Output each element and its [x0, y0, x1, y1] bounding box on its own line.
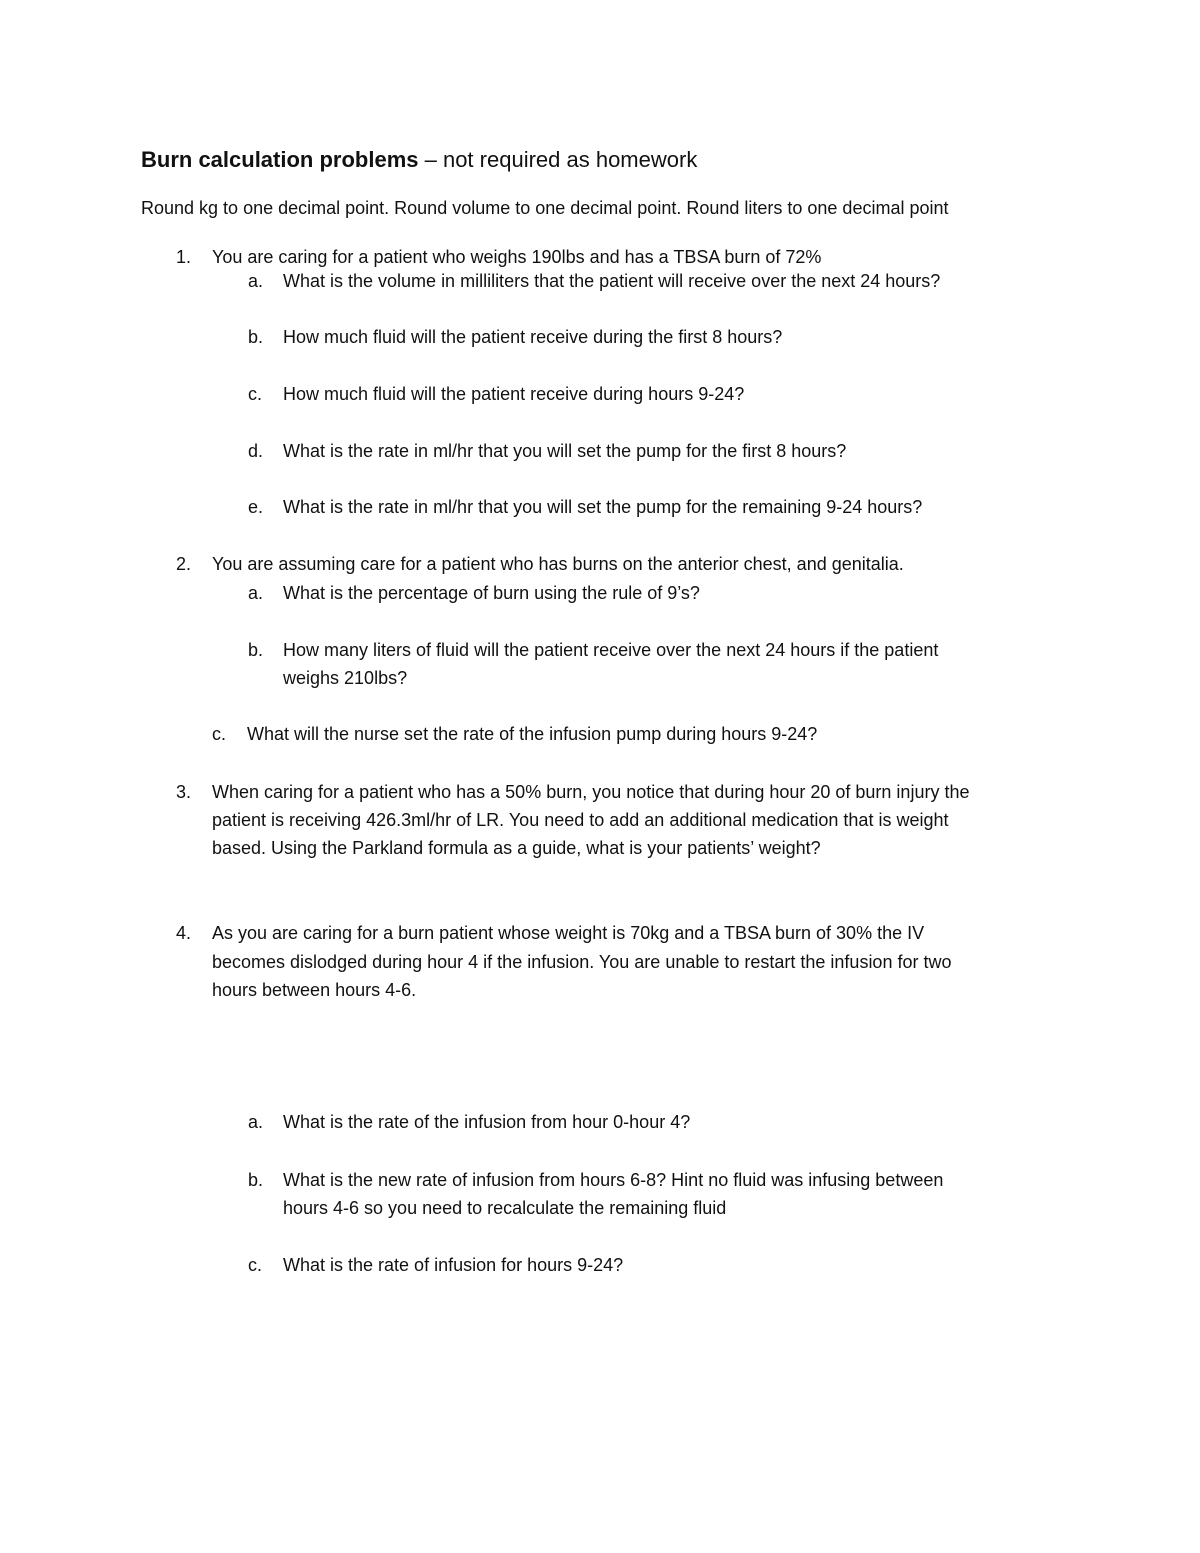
sub-question-letter: e. — [248, 497, 264, 517]
sub-question-letter: c. — [212, 724, 227, 744]
rounding-instructions: Round kg to one decimal point. Round volume to one decimal point. Round liters to one decimal point — [141, 198, 949, 218]
question-number: 1. — [176, 247, 192, 267]
sub-question-text: What is the rate in ml/hr that you will set the pump for the remaining 9-24 hours? — [283, 497, 923, 517]
question-text-continued: becomes dislodged during hour 4 if the infusion. You are unable to restart the infusion for two — [212, 952, 952, 972]
question-number: 4. — [176, 923, 192, 943]
sub-question-letter: d. — [248, 441, 264, 461]
question-text: You are assuming care for a patient who has burns on the anterior chest, and genitalia. — [212, 554, 904, 574]
title-rest-part: – not required as homework — [418, 147, 698, 172]
sub-question-text: What is the rate of infusion for hours 9-24? — [283, 1255, 624, 1275]
sub-question-text: What is the volume in milliliters that the patient will receive over the next 24 hours? — [283, 271, 941, 291]
sub-question-letter: a. — [248, 271, 264, 291]
sub-question-text: How much fluid will the patient receive during the first 8 hours? — [283, 327, 783, 347]
sub-question-text-continued: hours 4-6 so you need to recalculate the remaining fluid — [283, 1198, 727, 1218]
sub-question-text: What is the rate of the infusion from hour 0-hour 4? — [283, 1112, 691, 1132]
sub-question-text-continued: weighs 210lbs? — [283, 668, 408, 688]
sub-question-letter: c. — [248, 384, 263, 404]
sub-question-letter: a. — [248, 583, 264, 603]
sub-question-letter: a. — [248, 1112, 264, 1132]
sub-question-text: What is the percentage of burn using the rule of 9’s? — [283, 583, 700, 603]
question-text-continued: patient is receiving 426.3ml/hr of LR. You need to add an additional medication that is weight — [212, 810, 949, 830]
question-text: You are caring for a patient who weighs 190lbs and has a TBSA burn of 72% — [212, 247, 822, 267]
sub-question-text: What will the nurse set the rate of the infusion pump during hours 9-24? — [247, 724, 818, 744]
question-number: 3. — [176, 782, 192, 802]
sub-question-text: What is the rate in ml/hr that you will set the pump for the first 8 hours? — [283, 441, 847, 461]
question-text-continued: based. Using the Parkland formula as a guide, what is your patients’ weight? — [212, 838, 821, 858]
title-bold-part: Burn calculation problems — [141, 147, 419, 172]
question-text-continued: hours between hours 4-6. — [212, 980, 417, 1000]
sub-question-text: How much fluid will the patient receive during hours 9-24? — [283, 384, 745, 404]
sub-question-text: What is the new rate of infusion from hours 6-8? Hint no fluid was infusing between — [283, 1170, 944, 1190]
sub-question-letter: b. — [248, 640, 264, 660]
sub-question-text: How many liters of fluid will the patient receive over the next 24 hours if the patient — [283, 640, 939, 660]
question-text: When caring for a patient who has a 50% burn, you notice that during hour 20 of burn injury the — [212, 782, 970, 802]
sub-question-letter: c. — [248, 1255, 263, 1275]
sub-question-letter: b. — [248, 327, 264, 347]
question-number: 2. — [176, 554, 192, 574]
sub-question-letter: b. — [248, 1170, 264, 1190]
page-title — [141, 144, 697, 176]
question-text: As you are caring for a burn patient whose weight is 70kg and a TBSA burn of 30% the IV — [212, 923, 925, 943]
